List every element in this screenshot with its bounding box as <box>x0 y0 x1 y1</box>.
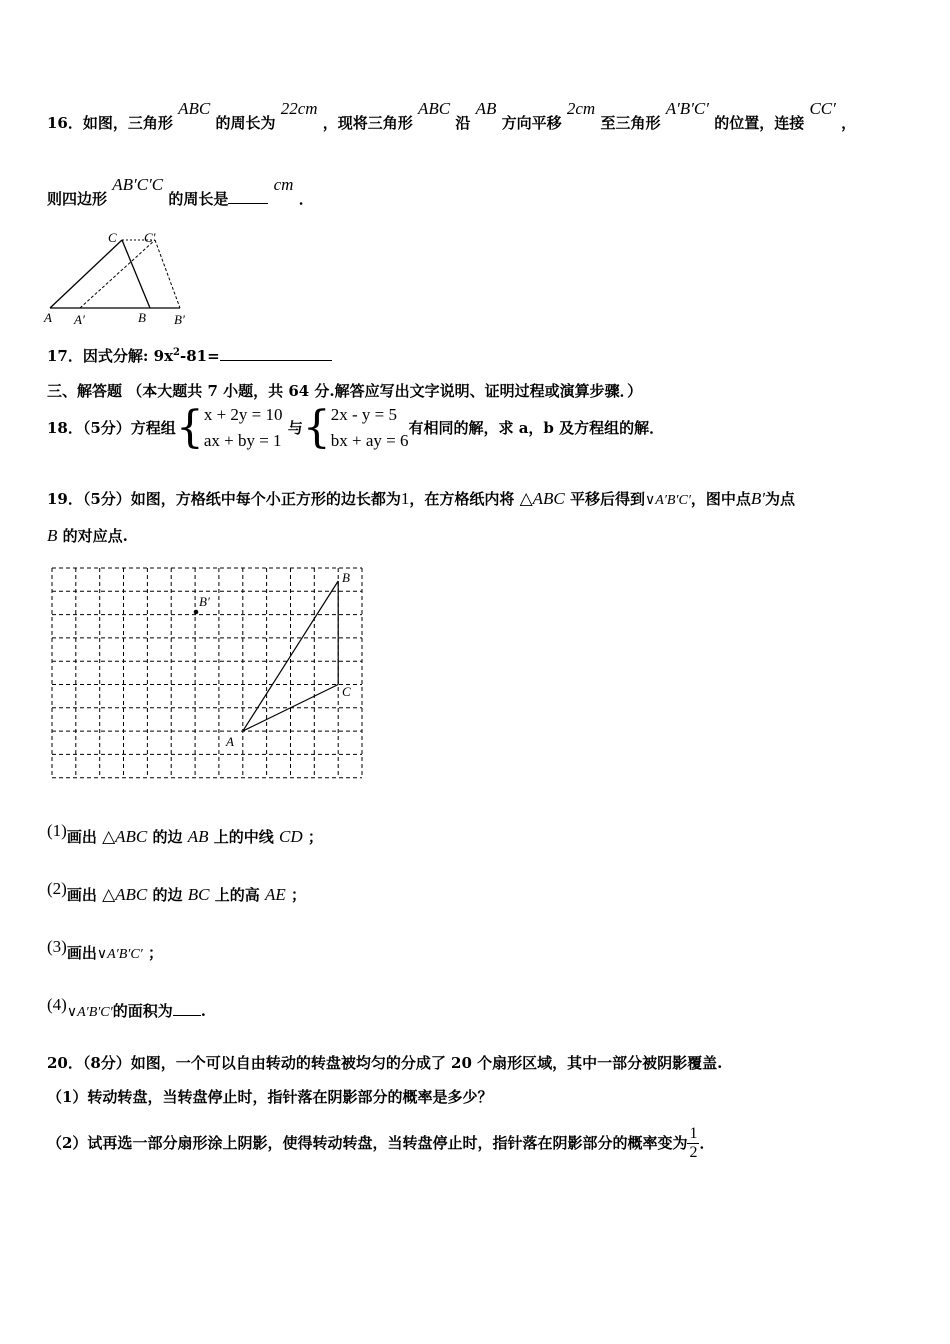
q19-line2: B 的对应点. <box>47 526 128 545</box>
fraction-one-half: $\frac{1}{2}$ <box>689 1124 698 1161</box>
label-b-prime: B′ <box>199 594 210 609</box>
q20-part2: （2）试再选一部分扇形涂上阴影，使得转动转盘，当转盘停止时，指针落在阴影部分的概率变为 $\frac{1}{2}$ ． <box>47 1124 715 1161</box>
label-c: C <box>342 684 351 699</box>
label-b-prime: B′ <box>174 312 185 327</box>
answer-blank[interactable] <box>228 189 268 204</box>
q16-number: 16． <box>47 114 83 132</box>
label-a: A <box>44 310 52 325</box>
segment-c-prime-b-prime <box>155 240 180 308</box>
label-a: A <box>226 734 234 749</box>
q19-sub2: (2)画出 △ABC 的边 BC 上的高 AE ； <box>47 879 306 904</box>
q20-line1: 20．（8分）如图，一个可以自由转动的转盘被均匀的分成了 20 个扇形区域，其中一部分被阴影覆盖. <box>47 1054 723 1072</box>
answer-blank[interactable] <box>220 346 332 361</box>
segment-a-prime-c-prime <box>80 240 155 308</box>
left-brace: { <box>175 402 204 453</box>
q16-line2: 则四边形 AB′C′C 的周长是 cm ． <box>47 175 314 208</box>
q18: 18．（5分）方程组{ x + 2y = 10 ax + by = 1 与{ 2x - y = 5 bx + ay = 6 有相同的解，求 a，b 及方程组的解． <box>47 402 665 453</box>
q20-part1: （1）转动转盘，当转盘停止时，指针落在阴影部分的概率是多少？ <box>47 1088 493 1106</box>
q16-line1: 16．如图，三角形 ABC 的周长为 22cm ，现将三角形 ABC 沿 AB 方向平移 2cm 至三角形 A′B′C′ 的位置，连接 CC′ ， <box>47 99 857 132</box>
q19-sub4: (4)∨A′B′C′的面积为 . <box>47 995 206 1020</box>
segment-cb <box>122 240 150 308</box>
label-c-prime: C′ <box>144 230 156 245</box>
point-b-prime <box>194 610 199 615</box>
answer-blank[interactable] <box>173 1001 201 1016</box>
q19-sub1: (1)画出 △ABC 的边 AB 上的中线 CD ； <box>47 821 323 846</box>
q17: 17．因式分解: $9x^2-81=$ <box>47 345 332 366</box>
section-3-heading: 三、解答题 （本大题共 7 小题，共 64 分.解答应写出文字说明、证明过程或演算步骤．） <box>47 382 643 400</box>
q19-grid-figure <box>46 562 366 784</box>
q16-figure <box>40 228 200 328</box>
label-b: B <box>138 310 146 325</box>
left-brace: { <box>302 402 331 453</box>
label-a-prime: A′ <box>74 312 85 327</box>
q19-line1: 19．（5分）如图，方格纸中每个小正方形的边长都为1，在方格纸内将 △ABC 平移后得到∨A′B′C′，图中点B′为点 <box>47 489 796 508</box>
segment-ac <box>50 240 122 308</box>
label-b: B <box>342 570 350 585</box>
q19-sub3: (3)画出∨A′B′C′ ； <box>47 937 163 962</box>
label-c: C <box>108 230 117 245</box>
